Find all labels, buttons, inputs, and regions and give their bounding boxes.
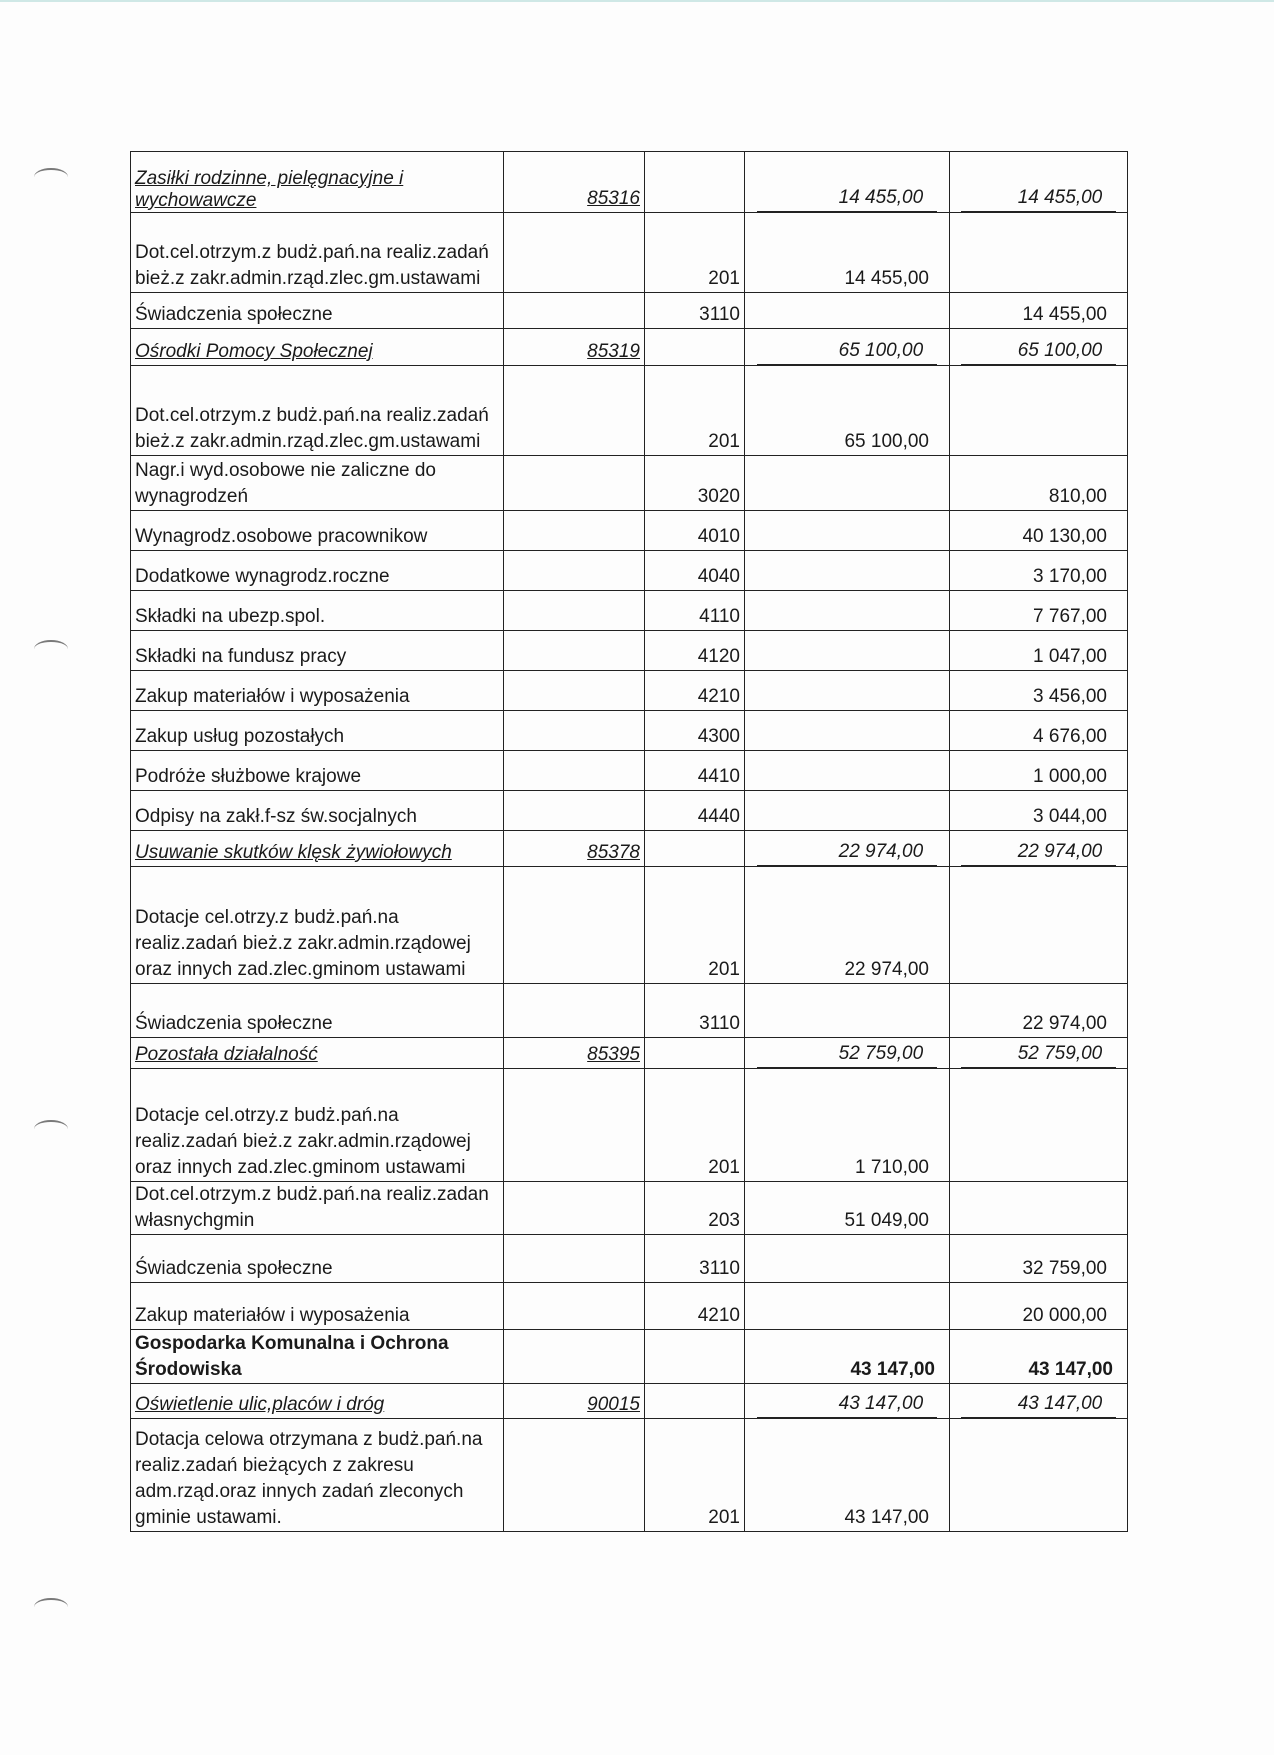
row-chapter-code-cell <box>504 1283 645 1330</box>
table-row <box>131 1235 1128 1283</box>
row-income-amount: 51 049,00 <box>844 1210 929 1231</box>
row-description: Nagr.i wyd.osobowe nie zaliczne do wynagrodzeń <box>135 460 437 507</box>
row-description: Składki na fundusz pracy <box>135 646 347 667</box>
row-expense-amount-cell <box>950 591 1128 631</box>
row-chapter-code-cell <box>504 511 645 551</box>
row-description-cell <box>131 751 504 791</box>
row-income-amount: 52 759,00 <box>757 1041 937 1068</box>
table-row <box>131 366 1128 456</box>
row-income-amount-cell <box>745 213 950 293</box>
row-income-amount: 43 147,00 <box>844 1507 929 1528</box>
row-chapter-code: 85395 <box>587 1044 640 1065</box>
budget-table-body <box>131 152 1128 1532</box>
row-description: Dot.cel.otrzym.z budż.pań.na realiz.zadan własnychgmin <box>135 1184 489 1231</box>
row-income-amount-cell <box>745 1235 950 1283</box>
row-chapter-code-cell <box>504 591 645 631</box>
row-paragraph-code: 3110 <box>699 304 740 325</box>
row-chapter-code-cell <box>504 984 645 1038</box>
row-chapter-code-cell <box>504 831 645 867</box>
row-description-cell <box>131 1384 504 1419</box>
row-income-amount-cell <box>745 329 950 366</box>
punch-hole-mark <box>34 1120 68 1138</box>
table-row <box>131 1283 1128 1330</box>
row-expense-amount: 22 974,00 <box>961 839 1116 866</box>
row-income-amount: 1 710,00 <box>855 1157 929 1178</box>
row-expense-amount-cell <box>950 366 1128 456</box>
row-income-amount-cell <box>745 1419 950 1532</box>
row-description: Zakup materiałów i wyposażenia <box>135 686 410 707</box>
table-row <box>131 751 1128 791</box>
row-paragraph-code: 201 <box>708 431 740 452</box>
row-expense-amount-cell <box>950 867 1128 984</box>
row-paragraph-code-cell <box>645 152 745 213</box>
row-paragraph-code: 201 <box>708 959 740 980</box>
row-chapter-code-cell <box>504 551 645 591</box>
subsection-row <box>131 1038 1128 1069</box>
row-description-cell <box>131 213 504 293</box>
row-expense-amount: 3 170,00 <box>1033 566 1107 587</box>
row-description-cell <box>131 791 504 831</box>
table-row <box>131 867 1128 984</box>
row-description-cell <box>131 1330 504 1384</box>
row-income-amount-cell <box>745 631 950 671</box>
row-income-amount-cell <box>745 711 950 751</box>
row-paragraph-code-cell <box>645 1283 745 1330</box>
table-row <box>131 1069 1128 1182</box>
row-income-amount-cell <box>745 984 950 1038</box>
row-paragraph-code-cell <box>645 1182 745 1235</box>
row-expense-amount-cell <box>950 984 1128 1038</box>
row-expense-amount: 22 974,00 <box>1022 1013 1107 1034</box>
row-income-amount-cell <box>745 511 950 551</box>
row-chapter-code-cell <box>504 1384 645 1419</box>
row-chapter-code-cell <box>504 751 645 791</box>
row-paragraph-code-cell <box>645 366 745 456</box>
row-expense-amount: 14 455,00 <box>961 185 1116 212</box>
row-paragraph-code: 201 <box>708 268 740 289</box>
row-description: Dodatkowe wynagrodz.roczne <box>135 566 390 587</box>
row-paragraph-code: 3110 <box>699 1013 740 1034</box>
row-expense-amount: 14 455,00 <box>1022 304 1107 325</box>
row-chapter-code-cell <box>504 1038 645 1069</box>
table-row <box>131 591 1128 631</box>
row-paragraph-code-cell <box>645 329 745 366</box>
row-income-amount-cell <box>745 1283 950 1330</box>
row-paragraph-code: 4410 <box>697 766 740 787</box>
row-description-cell <box>131 329 504 366</box>
row-expense-amount: 7 767,00 <box>1033 606 1107 627</box>
row-chapter-code-cell <box>504 1182 645 1235</box>
row-chapter-code-cell <box>504 293 645 329</box>
row-expense-amount: 52 759,00 <box>961 1041 1116 1068</box>
row-income-amount-cell <box>745 293 950 329</box>
row-paragraph-code-cell <box>645 791 745 831</box>
table-row <box>131 1419 1128 1532</box>
row-chapter-code-cell <box>504 152 645 213</box>
row-income-amount: 14 455,00 <box>844 268 929 289</box>
row-income-amount-cell <box>745 1182 950 1235</box>
row-chapter-code-cell <box>504 1235 645 1283</box>
row-chapter-code-cell <box>504 366 645 456</box>
row-description: Świadczenia społeczne <box>135 304 333 325</box>
row-description-cell <box>131 1038 504 1069</box>
row-expense-amount: 810,00 <box>1048 486 1107 507</box>
row-chapter-code-cell <box>504 1069 645 1182</box>
row-paragraph-code-cell <box>645 1419 745 1532</box>
row-paragraph-code-cell <box>645 213 745 293</box>
row-description-cell <box>131 867 504 984</box>
row-description: Składki na ubezp.spol. <box>135 606 326 627</box>
row-paragraph-code-cell <box>645 591 745 631</box>
row-description: Odpisy na zakł.f-sz św.socjalnych <box>135 806 417 827</box>
row-description-cell <box>131 1235 504 1283</box>
row-description-cell <box>131 631 504 671</box>
subsection-row <box>131 831 1128 867</box>
row-expense-amount-cell <box>950 1330 1128 1384</box>
row-paragraph-code: 3110 <box>699 1258 740 1279</box>
row-description-cell <box>131 1419 504 1532</box>
row-description-cell <box>131 1182 504 1235</box>
row-expense-amount-cell <box>950 1069 1128 1182</box>
row-expense-amount-cell <box>950 213 1128 293</box>
row-description-cell <box>131 1283 504 1330</box>
row-income-amount: 43 147,00 <box>757 1391 937 1418</box>
row-paragraph-code: 4120 <box>697 646 740 667</box>
row-description: Usuwanie skutków klęsk żywiołowych <box>135 842 452 863</box>
row-expense-amount-cell <box>950 671 1128 711</box>
row-income-amount-cell <box>745 867 950 984</box>
row-expense-amount-cell <box>950 1283 1128 1330</box>
row-chapter-code-cell <box>504 867 645 984</box>
row-expense-amount: 1 000,00 <box>1033 766 1107 787</box>
punch-hole-mark <box>34 168 68 186</box>
row-income-amount: 65 100,00 <box>757 338 937 365</box>
row-description-cell <box>131 511 504 551</box>
row-income-amount: 22 974,00 <box>757 839 937 866</box>
row-description: Świadczenia społeczne <box>135 1013 333 1034</box>
row-chapter-code-cell <box>504 1419 645 1532</box>
row-paragraph-code-cell <box>645 1330 745 1384</box>
row-description: Zakup usług pozostałych <box>135 726 345 747</box>
row-expense-amount: 3 044,00 <box>1033 806 1107 827</box>
table-row <box>131 551 1128 591</box>
row-paragraph-code-cell <box>645 831 745 867</box>
row-expense-amount-cell <box>950 751 1128 791</box>
table-row <box>131 671 1128 711</box>
row-expense-amount-cell <box>950 511 1128 551</box>
table-row <box>131 293 1128 329</box>
row-description: Świadczenia społeczne <box>135 1258 333 1279</box>
row-paragraph-code: 4440 <box>697 806 740 827</box>
row-description: Gospodarka Komunalna i Ochrona Środowiska <box>135 1333 449 1380</box>
row-expense-amount: 43 147,00 <box>961 1391 1116 1418</box>
subsection-row <box>131 1384 1128 1419</box>
page-top-edge <box>0 0 1274 2</box>
subsection-row <box>131 329 1128 366</box>
row-expense-amount-cell <box>950 1235 1128 1283</box>
row-income-amount-cell <box>745 751 950 791</box>
row-paragraph-code-cell <box>645 551 745 591</box>
row-paragraph-code: 4300 <box>697 726 740 747</box>
row-income-amount-cell <box>745 1330 950 1384</box>
row-expense-amount-cell <box>950 631 1128 671</box>
row-description-cell <box>131 671 504 711</box>
row-income-amount-cell <box>745 551 950 591</box>
row-expense-amount-cell <box>950 456 1128 511</box>
row-expense-amount: 3 456,00 <box>1033 686 1107 707</box>
table-row <box>131 1182 1128 1235</box>
row-paragraph-code: 4040 <box>697 566 740 587</box>
row-income-amount-cell <box>745 1384 950 1419</box>
row-paragraph-code-cell <box>645 984 745 1038</box>
table-row <box>131 213 1128 293</box>
row-chapter-code: 85319 <box>587 341 640 362</box>
row-description-cell <box>131 456 504 511</box>
row-income-amount-cell <box>745 366 950 456</box>
row-description: Wynagrodz.osobowe pracownikow <box>135 526 428 547</box>
table-row <box>131 511 1128 551</box>
row-expense-amount: 40 130,00 <box>1022 526 1107 547</box>
row-expense-amount-cell <box>950 831 1128 867</box>
row-income-amount-cell <box>745 671 950 711</box>
row-paragraph-code-cell <box>645 671 745 711</box>
row-description: Oświetlenie ulic,placów i dróg <box>135 1394 385 1415</box>
row-paragraph-code-cell <box>645 511 745 551</box>
row-income-amount-cell <box>745 152 950 213</box>
row-chapter-code-cell <box>504 1330 645 1384</box>
row-paragraph-code-cell <box>645 867 745 984</box>
row-description-cell <box>131 831 504 867</box>
row-expense-amount-cell <box>950 152 1128 213</box>
row-chapter-code-cell <box>504 791 645 831</box>
row-income-amount-cell <box>745 456 950 511</box>
row-expense-amount-cell <box>950 711 1128 751</box>
row-chapter-code: 85316 <box>587 188 640 209</box>
row-description: Dotacja celowa otrzymana z budż.pań.na realiz.zadań bieżących z zakresu adm.rząd.oraz innych zadań zleconych gminie ustawami. <box>135 1429 483 1528</box>
row-paragraph-code: 203 <box>708 1210 740 1231</box>
row-expense-amount-cell <box>950 329 1128 366</box>
row-chapter-code: 90015 <box>587 1394 640 1415</box>
row-paragraph-code-cell <box>645 1038 745 1069</box>
row-expense-amount-cell <box>950 1182 1128 1235</box>
row-description: Ośrodki Pomocy Społecznej <box>135 341 373 362</box>
row-income-amount: 65 100,00 <box>844 431 929 452</box>
row-description-cell <box>131 984 504 1038</box>
row-paragraph-code: 4210 <box>697 686 740 707</box>
row-description-cell <box>131 366 504 456</box>
row-paragraph-code-cell <box>645 456 745 511</box>
row-description-cell <box>131 293 504 329</box>
row-paragraph-code-cell <box>645 1384 745 1419</box>
row-paragraph-code: 4010 <box>697 526 740 547</box>
row-income-amount: 14 455,00 <box>757 185 937 212</box>
row-expense-amount-cell <box>950 293 1128 329</box>
row-paragraph-code-cell <box>645 293 745 329</box>
subsection-row <box>131 152 1128 213</box>
row-income-amount-cell <box>745 1038 950 1069</box>
row-expense-amount: 32 759,00 <box>1022 1258 1107 1279</box>
row-description: Zasiłki rodzinne, pielęgnacyjne i wychowawcze <box>135 168 404 211</box>
row-chapter-code-cell <box>504 711 645 751</box>
row-expense-amount-cell <box>950 551 1128 591</box>
row-paragraph-code: 4110 <box>699 606 740 627</box>
row-income-amount-cell <box>745 1069 950 1182</box>
row-description-cell <box>131 551 504 591</box>
row-expense-amount-cell <box>950 1384 1128 1419</box>
row-paragraph-code-cell <box>645 1069 745 1182</box>
row-income-amount-cell <box>745 791 950 831</box>
table-row <box>131 984 1128 1038</box>
row-chapter-code: 85378 <box>587 842 640 863</box>
row-chapter-code-cell <box>504 671 645 711</box>
budget-table <box>130 151 1128 1532</box>
row-income-amount-cell <box>745 591 950 631</box>
row-chapter-code-cell <box>504 329 645 366</box>
section-row <box>131 1330 1128 1384</box>
row-paragraph-code-cell <box>645 751 745 791</box>
row-description: Pozostała działalność <box>135 1044 318 1065</box>
row-paragraph-code: 3020 <box>697 486 740 507</box>
row-income-amount: 43 147,00 <box>850 1359 935 1380</box>
table-row <box>131 631 1128 671</box>
row-paragraph-code: 201 <box>708 1507 740 1528</box>
row-expense-amount: 20 000,00 <box>1022 1305 1107 1326</box>
row-description: Dotacje cel.otrzy.z budż.pań.na realiz.zadań bież.z zakr.admin.rządowej oraz innych zad.zlec.gminom ustawami <box>135 1105 471 1178</box>
punch-hole-mark <box>34 640 68 658</box>
row-description: Dot.cel.otrzym.z budż.pań.na realiz.zadań bież.z zakr.admin.rząd.zlec.gm.ustawami <box>135 405 489 452</box>
row-expense-amount: 4 676,00 <box>1033 726 1107 747</box>
row-expense-amount-cell <box>950 1419 1128 1532</box>
row-description-cell <box>131 152 504 213</box>
table-row <box>131 791 1128 831</box>
row-expense-amount: 65 100,00 <box>961 338 1116 365</box>
row-description: Zakup materiałów i wyposażenia <box>135 1305 410 1326</box>
table-row <box>131 456 1128 511</box>
punch-hole-mark <box>34 1598 68 1616</box>
row-paragraph-code-cell <box>645 631 745 671</box>
row-description: Dot.cel.otrzym.z budż.pań.na realiz.zadań bież.z zakr.admin.rząd.zlec.gm.ustawami <box>135 242 489 289</box>
row-chapter-code-cell <box>504 631 645 671</box>
table-row <box>131 711 1128 751</box>
row-chapter-code-cell <box>504 213 645 293</box>
row-expense-amount: 1 047,00 <box>1033 646 1107 667</box>
row-income-amount-cell <box>745 831 950 867</box>
row-income-amount: 22 974,00 <box>844 959 929 980</box>
row-paragraph-code: 4210 <box>697 1305 740 1326</box>
row-expense-amount-cell <box>950 1038 1128 1069</box>
row-paragraph-code: 201 <box>708 1157 740 1178</box>
row-description: Podróże służbowe krajowe <box>135 766 362 787</box>
row-description: Dotacje cel.otrzy.z budż.pań.na realiz.zadań bież.z zakr.admin.rządowej oraz innych zad.zlec.gminom ustawami <box>135 907 471 980</box>
row-chapter-code-cell <box>504 456 645 511</box>
row-expense-amount-cell <box>950 791 1128 831</box>
row-paragraph-code-cell <box>645 711 745 751</box>
row-description-cell <box>131 711 504 751</box>
row-description-cell <box>131 591 504 631</box>
row-paragraph-code-cell <box>645 1235 745 1283</box>
row-expense-amount: 43 147,00 <box>1028 1359 1113 1380</box>
row-description-cell <box>131 1069 504 1182</box>
